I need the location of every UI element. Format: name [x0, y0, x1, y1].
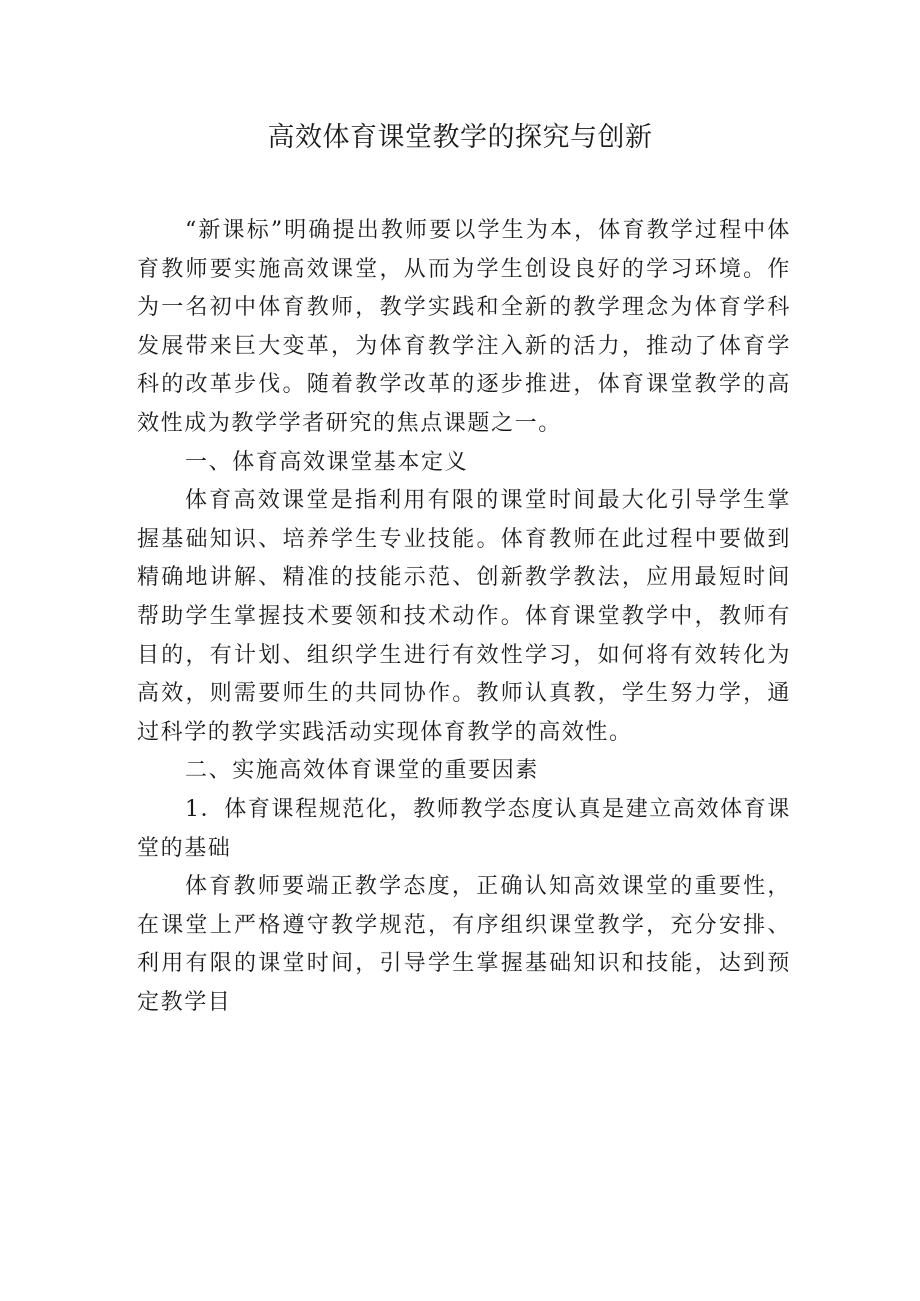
section-heading-2: 二、实施高效体育课堂的重要因素 — [185, 758, 540, 784]
document-title: 高效体育课堂教学的探究与创新 — [267, 122, 653, 153]
subsection-1-paragraph: 体育教师要端正教学态度，正确认知高效课堂的重要性，在课堂上严格遵守教学规范，有序组织课堂教学，充分安排、利用有限的课堂时间，引导学生掌握基础知识和技能，达到预定教学目 — [137, 874, 791, 1015]
intro-paragraph: “新课标”明确提出教师要以学生为本，体育教学过程中体育教师要实施高效课堂，从而为学生创设良好的学习环境。作为一名初中体育教师，教学实践和全新的教学理念为体育学科发展带来巨大变革，为体育教学注入新的活力，推动了体育学科的改革步伐。随着教学改革的逐步推进，体育课堂教学的高效性成为教学学者研究的焦点课题之一。 — [137, 218, 791, 436]
section-1-paragraph: 体育高效课堂是指利用有限的课堂时间最大化引导学生掌握基础知识、培养学生专业技能。体育教师在此过程中要做到精确地讲解、精准的技能示范、创新教学教法，应用最短时间帮助学生掌握技术要领和技术动作。体育课堂教学中，教师有目的，有计划、组织学生进行有效性学习，如何将有效转化为高效，则需要师生的共同协作。教师认真教，学生努力学，通过科学的教学实践活动实现体育教学的高效性。 — [137, 488, 791, 745]
document-body — [137, 212, 791, 1022]
subsection-heading-1: 1．体育课程规范化，教师教学态度认真是建立高效体育课堂的基础 — [137, 796, 791, 861]
section-heading-1: 一、体育高效课堂基本定义 — [185, 449, 469, 475]
